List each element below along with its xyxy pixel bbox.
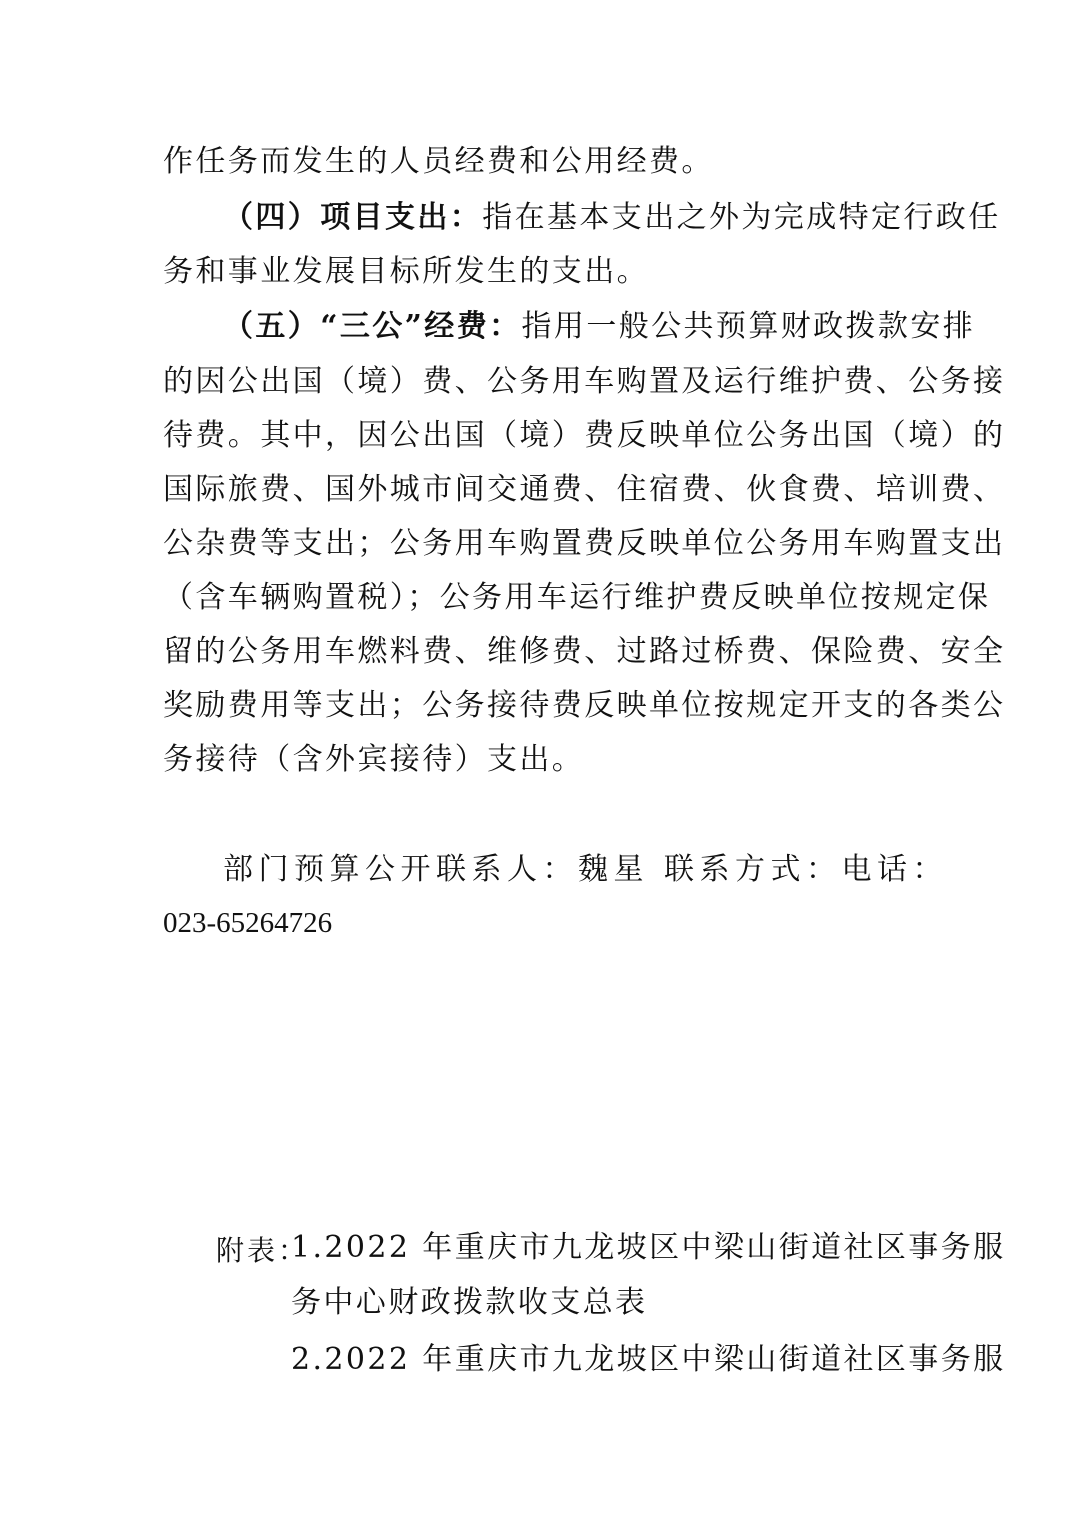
item5-line-7: 奖励费用等支出；公务接待费反映单位按规定开支的各类公 [163,688,1006,723]
item5-heading: （五）“三公”经费： [223,309,522,344]
item4-heading: （四）项目支出： [223,200,483,235]
item4-continuation: 务和事业发展目标所发生的支出。 [163,254,649,289]
attachment-1-line-1: 1.2022 年重庆市九龙坡区中梁山街道社区事务服 [291,1230,1006,1265]
item4-text: 指在基本支出之外为完成特定行政任 [482,200,1001,235]
attachment-1-line-2: 务中心财政拨款收支总表 [291,1285,648,1320]
item5-line-6: 留的公务用车燃料费、维修费、过路过桥费、保险费、安全 [163,634,1006,669]
item5-line-5: （含车辆购置税）；公务用车运行维护费反映单位按规定保 [163,580,991,615]
attachment-2-line-1: 2.2022 年重庆市九龙坡区中梁山街道社区事务服 [291,1342,1006,1377]
attachments-label: 附表： [216,1234,310,1267]
item5-line-1: 的因公出国（境）费、公务用车购置及运行维护费、公务接 [163,364,1006,399]
item5-line-2: 待费。其中，因公出国（境）费反映单位公务出国（境）的 [163,418,1006,453]
paragraph-line: 作任务而发生的人员经费和公用经费。 [163,144,714,179]
contact-phone: 023-65264726 [163,907,333,939]
contact-line: 部门预算公开联系人：魏星 联系方式：电话： [223,852,949,887]
item5-line [223,307,975,347]
item5-line-4: 公杂费等支出；公务用车购置费反映单位公务用车购置支出 [163,526,1006,561]
item5-line-3: 国际旅费、国外城市间交通费、住宿费、伙食费、培训费、 [163,472,1006,507]
item4-line [223,198,1001,238]
item5-text: 指用一般公共预算财政拨款安排 [521,309,976,344]
item5-line-8: 务接待（含外宾接待）支出。 [163,742,585,777]
